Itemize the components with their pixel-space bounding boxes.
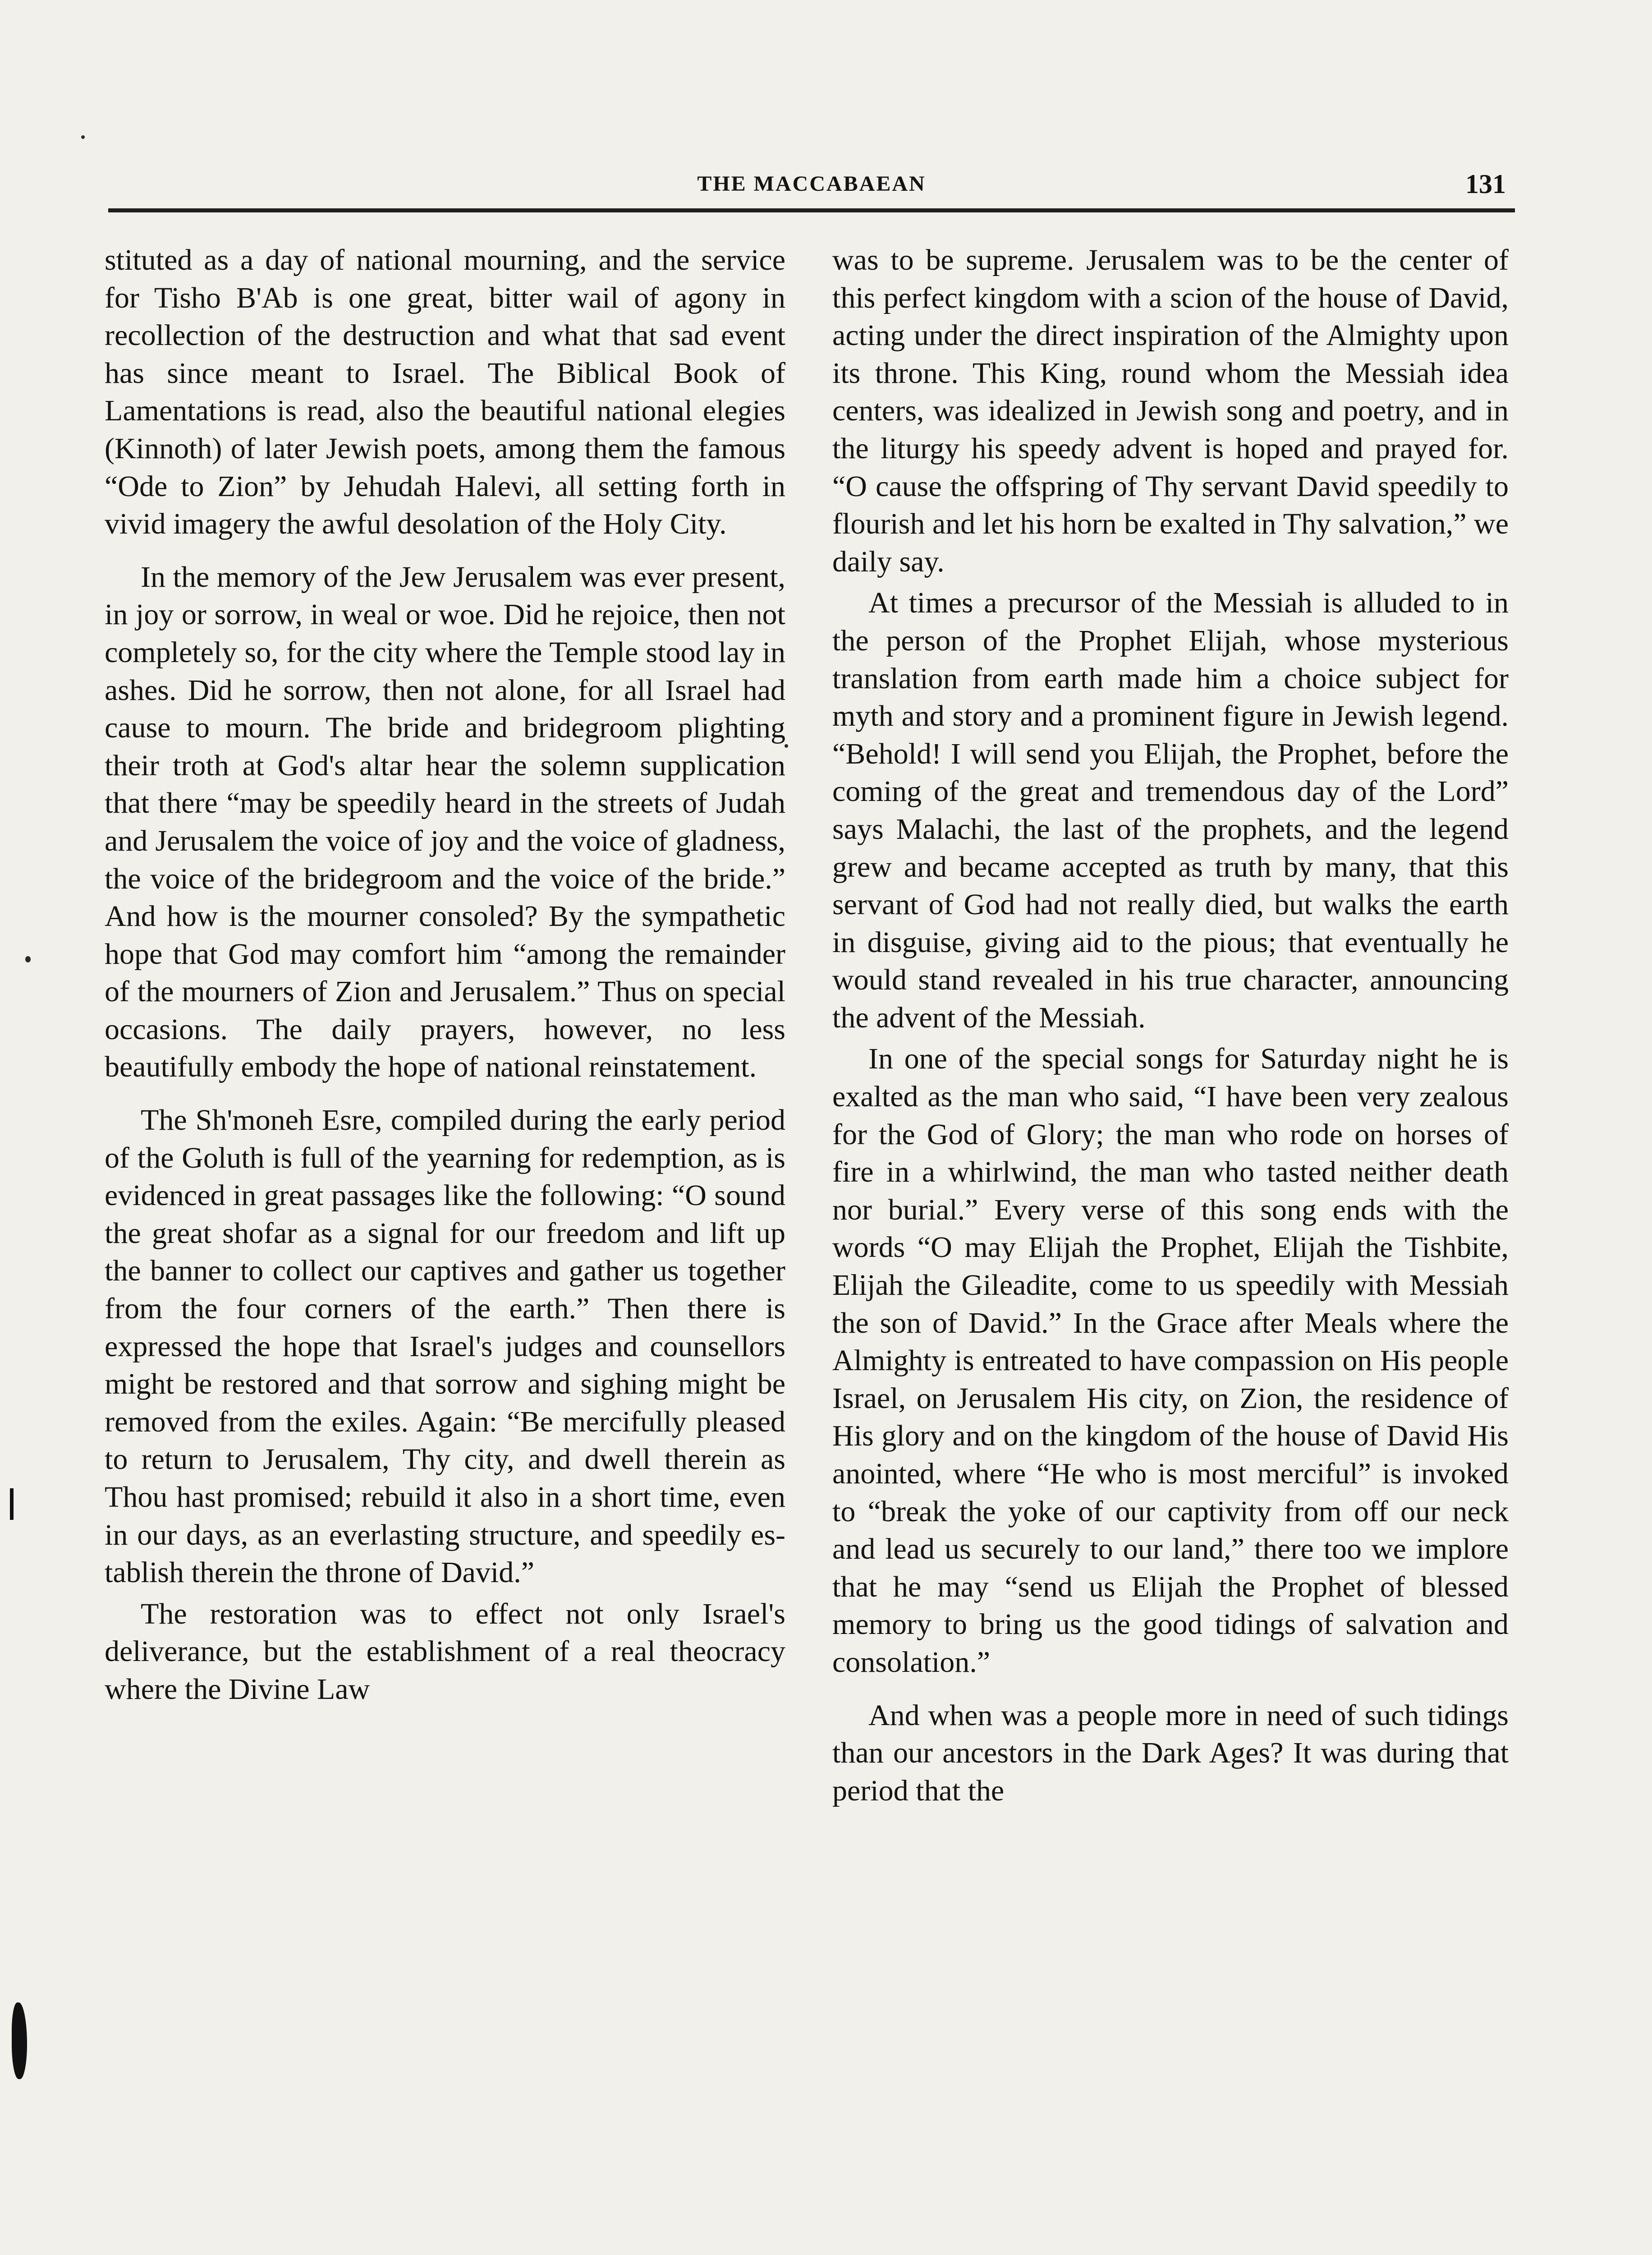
paragraph: stituted as a day of national mourning, and the service for Tisho B'Ab is one great, bitter wail of agony in recollection of the destruction and what that sad event has since meant to Israel. The Biblical Book of Lamentations is read, also the beautiful national elegies (Kinnoth) of later Jewish poets, among them the famous “Ode to Zion” by Jehudah Halevi, all setting forth in vivid imagery the awful desolation of the Holy City. bbox=[105, 244, 785, 541]
dust-speck bbox=[785, 744, 788, 748]
paragraph: The Sh'moneh Esre, compiled during the early period of the Goluth is full of the yearning for redemption, as is evidenced in great passages like the following: “O sound the great shofar as a signal for our freedom and lift up the banner to collect our captives and gather us together from the four corners of the earth.” Then there is expressed the hope that Israel's judges and counsellors might be restored and that sorrow and sighing might be removed from the exiles. Again: “Be mercifully pleased to return to Jerusalem, Thy city, and dwell therein as Thou hast promised; rebuild it also in a short time, even in our days, as an everlasting structure, and speedily establish therein the throne of David.” bbox=[105, 1104, 785, 1589]
binding-mark bbox=[12, 2002, 27, 2079]
left-column bbox=[105, 241, 785, 1708]
paragraph: was to be supreme. Jerusalem was to be the center of this perfect kingdom with a scion of the house of David, acting under the direct inspiration of the Almighty upon its throne. This King, round whom the Messiah idea centers, was idealized in Jewish song and poetry, and in the liturgy his speedy advent is hoped and prayed for. “O cause the offspring of Thy servant David speedily to flourish and let his horn be exalted in Thy salvation,” we daily say. bbox=[832, 244, 1509, 578]
page-number: 131 bbox=[1465, 169, 1506, 199]
dust-speck bbox=[81, 135, 85, 139]
paragraph: At times a precursor of the Messiah is alluded to in the person of the Prophet Elijah, whose mysterious translation from earth made him a choice subject for myth and story and a prominent figure in Jewish legend. “Behold! I will send you Elijah, the Prophet, before the coming of the great and tremendous day of the Lord” says Malachi, the last of the prophets, and the legend grew and became accepted as truth by many, that this servant of God had not really died, but walks the earth in disguise, giving aid to the pious; that eventually he would stand revealed in his true character, announcing the advent of the Messiah. bbox=[832, 586, 1509, 1034]
running-title: THE MACCABAEAN bbox=[697, 172, 926, 196]
header-rule bbox=[108, 208, 1515, 212]
dust-speck bbox=[25, 956, 31, 962]
right-column bbox=[832, 241, 1509, 1809]
paragraph: In the memory of the Jew Jerusalem was ever present, in joy or sorrow, in weal or woe. Did he rejoice, then not completely so, for the city where the Temple stood lay in ashes. Did he sorrow, then not alone, for all Israel had cause to mourn. The bride and bridegroom plighting their troth at God's altar hear the solemn supplication that there “may be speedily heard in the streets of Judah and Jerusalem the voice of joy and the voice of gladness, the voice of the bridegroom and the voice of the bride.” And how is the mourner consoled? By the sympathetic hope that God may comfort him “among the remainder of the mourners of Zion and Jerusalem.” Thus on special occasions. The daily prayers, however, no less beautifully embody the hope of national reinstatement. bbox=[105, 560, 785, 1084]
paragraph: And when was a people more in need of such tidings than our ancestors in the Dark Ages? It was during that period that the bbox=[832, 1698, 1509, 1807]
paragraph: The restoration was to effect not only Israel's deliverance, but the establishment of a real theocracy where the Divine Law bbox=[105, 1597, 785, 1706]
page-header bbox=[108, 171, 1515, 212]
paragraph: In one of the special songs for Saturday night he is exalted as the man who said, “I have been very zealous for the God of Glory; the man who rode on horses of fire in a whirlwind, the man who tasted neither death nor burial.” Every verse of this song ends with the words “O may Elijah the Prophet, Elijah the Tishbite, Elijah the Gileadite, come to us speedily with Messiah the son of David.” In the Grace after Meals where the Almighty is entreated to have compassion on His people Israel, on Jerusalem His city, on Zion, the residence of His glory and on the kingdom of the house of David His anointed, where “He who is most merciful” is invoked to “break the yoke of our captivity from off our neck and lead us securely to our land,” there too we implore that he may “send us Elijah the Prophet of blessed memory to bring us the good tidings of salvation and consolation.” bbox=[832, 1042, 1509, 1679]
binding-mark bbox=[10, 1488, 14, 1520]
